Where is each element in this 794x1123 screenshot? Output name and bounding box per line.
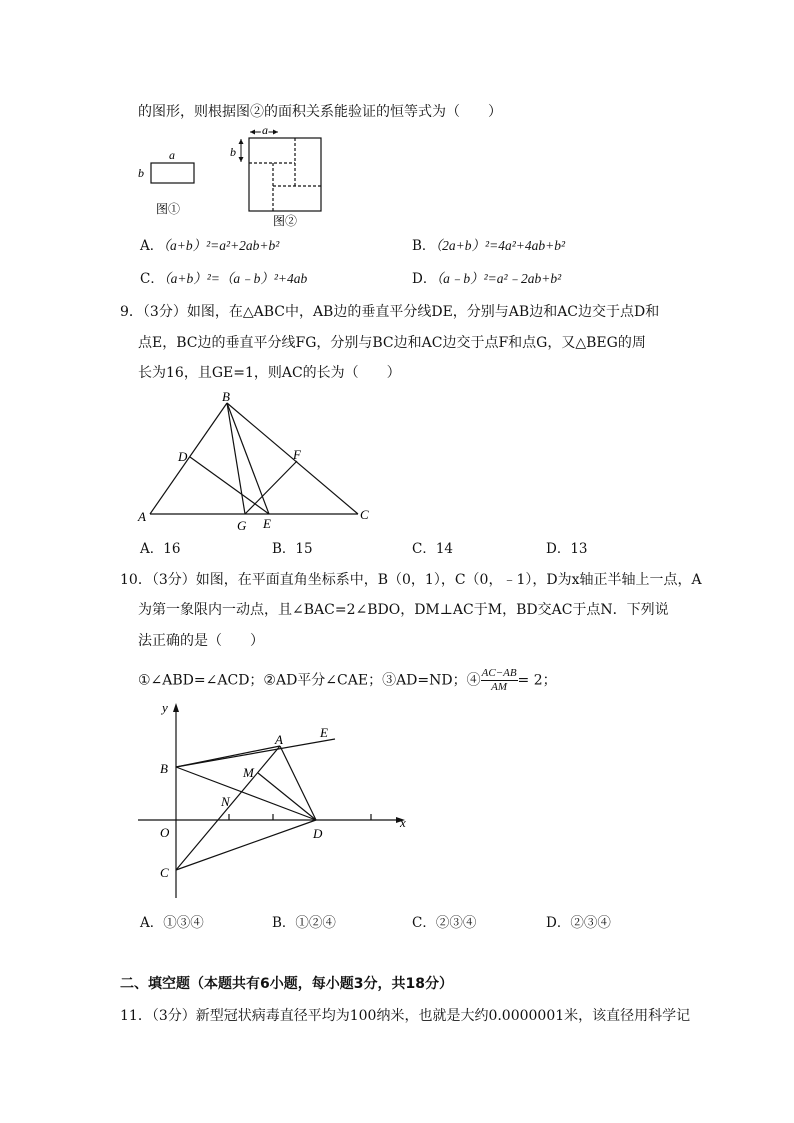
q9-line-3: 长为16，且GE=1，则AC的长为（ ） (138, 365, 401, 381)
fig1-caption: 图① (155, 202, 181, 216)
q10-axis-x: x (400, 815, 406, 830)
q10-coordinate-figure (130, 698, 420, 908)
fig1-label-b: b (138, 166, 144, 180)
q10-fraction: $\frac{AC-AB}{AM}$ (481, 667, 517, 693)
q9-line-2: 点E，BC边的垂直平分线FG，分别与BC边和AC边交于点F和点G，又△BEG的周 (138, 335, 646, 351)
fig2-label-b: b (230, 145, 236, 159)
q9-point-f: F (293, 447, 301, 462)
q10-line-3: 法正确的是（ ） (138, 633, 264, 649)
q10-point-m: M (243, 765, 254, 780)
q10-point-d: D (313, 826, 323, 841)
q9-point-c: C (360, 507, 369, 522)
q8-option-d: D．（a﹣b）²=a²﹣2ab+b² (412, 271, 562, 287)
q9-option-c: C．14 (412, 541, 454, 557)
q9-line-1: 9．（3分）如图，在△ABC中，AB边的垂直平分线DE，分别与AB边和AC边交于点D和 (120, 304, 660, 320)
q10-point-e: E (320, 725, 328, 740)
q9-point-d: D (178, 449, 188, 464)
q10-point-c: C (160, 865, 169, 880)
q9-point-e: E (263, 516, 271, 531)
q10-point-n: N (221, 794, 230, 809)
q11-line-1: 11．（3分）新型冠状病毒直径平均为100纳米，也就是大约0.0000001米，该直径用科学记 (120, 1008, 691, 1024)
q10-line-2: 为第一象限内一动点，且∠BAC=2∠BDO，DM⊥AC于M，BD交AC于点N．下列说 (138, 602, 669, 618)
q10-line-1: 10．（3分）如图，在平面直角坐标系中，B（0，1），C（0，﹣1），D为x轴正半轴上一点，A (120, 572, 702, 588)
q9-option-a: A．16 (140, 541, 181, 557)
q8-stem-tail: 的图形，则根据图②的面积关系能验证的恒等式为（ ） (138, 104, 502, 120)
q10-axis-y: y (162, 700, 168, 715)
fig2-label-a: a (262, 123, 268, 137)
q10-point-a: A (275, 732, 283, 747)
q10-option-b: B．①②④ (272, 915, 336, 931)
q9-triangle-figure (130, 388, 380, 538)
q9-point-g: G (237, 518, 247, 533)
q10-statements: ①∠ABD=∠ACD；②AD平分∠CAE；③AD=ND；④ $\frac{AC-AB}{AM}$ = 2； (138, 667, 557, 693)
q9-option-d: D．13 (546, 541, 588, 557)
q9-option-b: B．15 (272, 541, 313, 557)
q10-option-d: D．②③④ (546, 915, 611, 931)
q9-point-a: A (138, 509, 146, 524)
q8-option-a: A．（a+b）²=a²+2ab+b² (140, 238, 280, 254)
q10-point-o: O (160, 825, 170, 840)
fig1-label-a: a (169, 148, 175, 162)
q9-point-b: B (222, 389, 230, 404)
fig2-caption: 图② (272, 214, 298, 228)
q8-figure-1 (130, 140, 210, 220)
q10-point-b: B (160, 761, 168, 776)
q8-option-b: B．（2a+b）²=4a²+4ab+b² (412, 238, 566, 254)
q10-option-c: C．②③④ (412, 915, 477, 931)
q8-option-c: C．（a+b）²=（a﹣b）²+4ab (140, 271, 308, 287)
q10-option-a: A．①③④ (140, 915, 204, 931)
q8-figure-2 (225, 124, 335, 234)
section-2-title: 二、填空题（本题共有6小题，每小题3分，共18分） (120, 976, 453, 992)
